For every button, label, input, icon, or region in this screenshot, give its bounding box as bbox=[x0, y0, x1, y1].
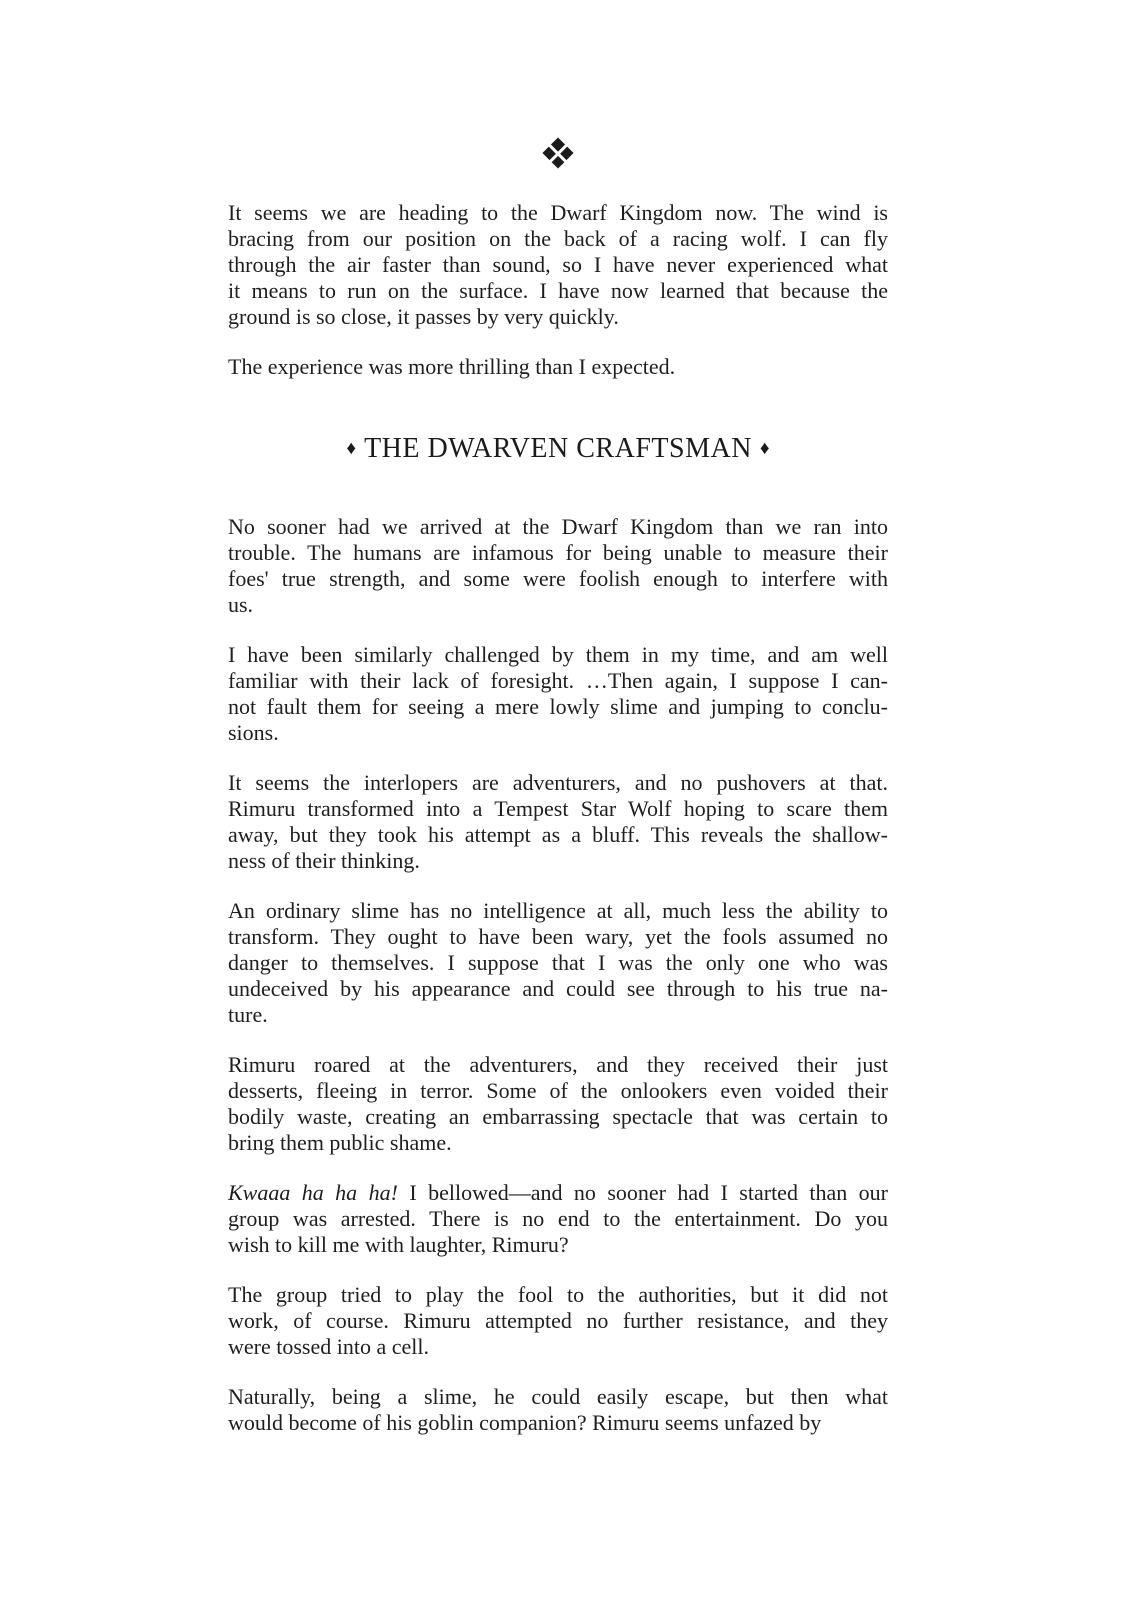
paragraph-line bbox=[228, 1334, 888, 1360]
text-segment: wish to kill me with laughter, Rimuru? bbox=[228, 1232, 569, 1257]
paragraph-line bbox=[228, 304, 888, 330]
text-segment: No sooner had we arrived at the Dwarf Kingdom than we ran into bbox=[228, 514, 888, 539]
text-segment: ness of their thinking. bbox=[228, 848, 420, 873]
paragraph-line bbox=[228, 924, 888, 950]
text-segment: group was arrested. There is no end to the entertainment. Do you bbox=[228, 1206, 888, 1231]
text-segment: I bellowed—and no sooner had I started than our bbox=[397, 1180, 888, 1205]
paragraph-line bbox=[228, 720, 888, 746]
text-segment: transform. They ought to have been wary, yet the fools assumed no bbox=[228, 924, 888, 949]
paragraph-line bbox=[228, 354, 888, 380]
text-segment: Rimuru roared at the adventurers, and they received their just bbox=[228, 1052, 888, 1077]
text-segment: danger to themselves. I suppose that I was the only one who was bbox=[228, 950, 888, 975]
paragraph-line bbox=[228, 1104, 888, 1130]
body-paragraphs bbox=[228, 514, 888, 1436]
paragraph-line bbox=[228, 1180, 888, 1206]
paragraph-line bbox=[228, 1078, 888, 1104]
paragraph-line bbox=[228, 668, 888, 694]
text-segment: ture. bbox=[228, 1002, 268, 1027]
paragraph-line bbox=[228, 1308, 888, 1334]
paragraph-line bbox=[228, 898, 888, 924]
paragraph-line bbox=[228, 796, 888, 822]
four-diamond-ornament-icon bbox=[542, 137, 573, 168]
text-segment: An ordinary slime has no intelligence at all, much less the ability to bbox=[228, 898, 888, 923]
text-segment: were tossed into a cell. bbox=[228, 1334, 429, 1359]
diamond-icon: ♦ bbox=[759, 438, 770, 459]
paragraph-line bbox=[228, 278, 888, 304]
paragraph-line bbox=[228, 1130, 888, 1156]
paragraph-line bbox=[228, 770, 888, 796]
paragraph-line bbox=[228, 1232, 888, 1258]
top-paragraphs bbox=[228, 200, 888, 380]
paragraph-line bbox=[228, 252, 888, 278]
paragraph-line bbox=[228, 540, 888, 566]
text-segment: would become of his goblin companion? Rimuru seems unfazed by bbox=[228, 1410, 822, 1435]
paragraph bbox=[228, 1052, 888, 1156]
paragraph-line bbox=[228, 200, 888, 226]
paragraph-line bbox=[228, 1002, 888, 1028]
text-segment: It seems we are heading to the Dwarf Kingdom now. The wind is bbox=[228, 200, 888, 225]
text-segment: desserts, fleeing in terror. Some of the onlookers even voided their bbox=[228, 1078, 888, 1103]
text-segment: not fault them for seeing a mere lowly slime and jumping to conclu- bbox=[228, 694, 888, 719]
text-segment: through the air faster than sound, so I have never experienced what bbox=[228, 252, 888, 277]
paragraph-line bbox=[228, 848, 888, 874]
section-heading-text: THE DWARVEN CRAFTSMAN bbox=[364, 433, 752, 464]
diamond-dot bbox=[560, 146, 573, 159]
text-segment: bracing from our position on the back of a racing wolf. I can fly bbox=[228, 226, 888, 251]
text-segment: trouble. The humans are infamous for being unable to measure their bbox=[228, 540, 888, 565]
text-segment: It seems the interlopers are adventurers, and no pushovers at that. bbox=[228, 770, 888, 795]
paragraph-line bbox=[228, 822, 888, 848]
text-segment: I have been similarly challenged by them in my time, and am well bbox=[228, 642, 888, 667]
paragraph-line bbox=[228, 566, 888, 592]
text-segment: it means to run on the surface. I have now learned that because the bbox=[228, 278, 888, 303]
text-segment: work, of course. Rimuru attempted no further resistance, and they bbox=[228, 1308, 888, 1333]
paragraph-line bbox=[228, 1206, 888, 1232]
page-text bbox=[228, 200, 888, 1436]
text-segment: sions. bbox=[228, 720, 279, 745]
paragraph bbox=[228, 354, 888, 380]
text-segment: bodily waste, creating an embarrassing spectacle that was certain to bbox=[228, 1104, 888, 1129]
text-segment: undeceived by his appearance and could see through to his true na- bbox=[228, 976, 888, 1001]
text-segment: foes' true strength, and some were foolish enough to interfere with bbox=[228, 566, 888, 591]
diamond-icon: ♦ bbox=[346, 438, 357, 459]
paragraph bbox=[228, 898, 888, 1028]
text-segment: Rimuru transformed into a Tempest Star Wolf hoping to scare them bbox=[228, 796, 888, 821]
text-segment: familiar with their lack of foresight. …Then again, I suppose I can- bbox=[228, 668, 888, 693]
paragraph bbox=[228, 514, 888, 618]
text-segment: away, but they took his attempt as a bluff. This reveals the shallow- bbox=[228, 822, 888, 847]
text-segment: The group tried to play the fool to the authorities, but it did not bbox=[228, 1282, 888, 1307]
paragraph bbox=[228, 770, 888, 874]
paragraph-line bbox=[228, 950, 888, 976]
text-segment: ground is so close, it passes by very quickly. bbox=[228, 304, 619, 329]
paragraph-line bbox=[228, 514, 888, 540]
text-segment: bring them public shame. bbox=[228, 1130, 452, 1155]
paragraph bbox=[228, 642, 888, 746]
text-segment: Naturally, being a slime, he could easily escape, but then what bbox=[228, 1384, 888, 1409]
paragraph bbox=[228, 1384, 888, 1436]
text-segment: us. bbox=[228, 592, 254, 617]
paragraph bbox=[228, 200, 888, 330]
section-heading bbox=[228, 430, 888, 468]
diamond-dot bbox=[551, 155, 564, 168]
paragraph-line bbox=[228, 1384, 888, 1410]
paragraph-line bbox=[228, 226, 888, 252]
paragraph-line bbox=[228, 976, 888, 1002]
italic-text-segment: Kwaaa ha ha ha! bbox=[228, 1180, 398, 1205]
paragraph-line bbox=[228, 1282, 888, 1308]
paragraph bbox=[228, 1180, 888, 1258]
paragraph-line bbox=[228, 1052, 888, 1078]
paragraph-line bbox=[228, 642, 888, 668]
text-column bbox=[228, 0, 888, 1460]
text-segment: The experience was more thrilling than I expected. bbox=[228, 354, 676, 379]
paragraph bbox=[228, 1282, 888, 1360]
paragraph-line bbox=[228, 694, 888, 720]
paragraph-line bbox=[228, 592, 888, 618]
paragraph-line bbox=[228, 1410, 888, 1436]
